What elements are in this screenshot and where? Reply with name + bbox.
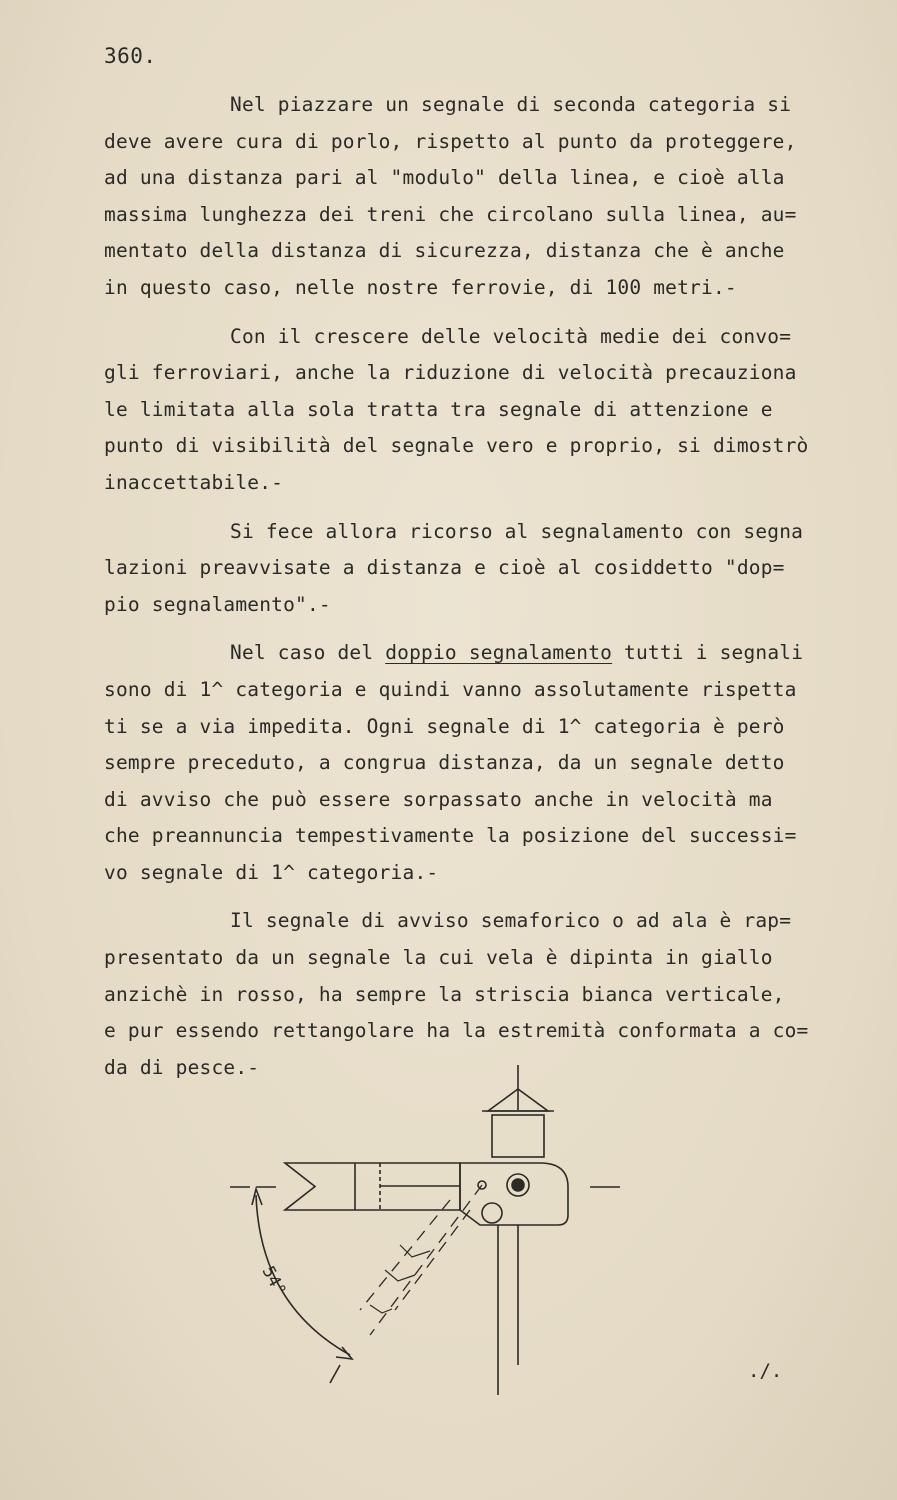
underlined-term: doppio segnalamento (385, 641, 613, 665)
dimension-tick (330, 1365, 340, 1383)
text-line: punto di visibilità del segnale vero e proprio, si dimostrò (104, 434, 809, 458)
lamp-housing (492, 1115, 544, 1157)
text-line: vo segnale di 1^ categoria.- (104, 860, 439, 884)
paragraph-4 (104, 635, 849, 891)
text-line: Con il crescere delle velocità medie dei convo= (230, 324, 792, 348)
text-line: le limitata alla sola tratta tra segnale di attenzione e (104, 397, 773, 421)
text-line: Nel piazzare un segnale di seconda categoria si (230, 93, 792, 116)
pivot-inner (512, 1179, 524, 1191)
text-line: ti se a via impedita. Ogni segnale di 1^ categoria è però (104, 714, 785, 738)
continuation-mark: ./. (748, 1360, 783, 1382)
text-line: che preannuncia tempestivamente la posizione del successi= (104, 824, 797, 848)
lowered-arm-edge (395, 1210, 470, 1310)
text-fragment: tutti i segnali (612, 641, 804, 665)
lens (482, 1203, 502, 1223)
lowered-arm-fishtail (370, 1305, 392, 1313)
text-line: sono di 1^ categoria e quindi vanno assolutamente rispetta (104, 677, 797, 701)
text-line: Si fece allora ricorso al segnalamento con segna (230, 519, 804, 543)
text-line: massima lunghezza dei treni che circolano sulla linea, au= (104, 202, 797, 226)
text-line: da di pesce.- (104, 1055, 260, 1079)
paragraph-5 (104, 903, 849, 1086)
text-line: di avviso che può essere sorpassato anche in velocità ma (104, 787, 773, 811)
semaphore-signal-diagram (220, 1065, 640, 1395)
lowered-arm-edge (370, 1185, 482, 1335)
text-line: mentato della distanza di sicurezza, distanza che è anche (104, 239, 785, 263)
text-line: pio segnalamento".- (104, 592, 331, 616)
text-line: deve avere cura di porlo, rispetto al punto da proteggere, (104, 129, 797, 153)
paragraph-3 (104, 514, 849, 624)
paragraph-2 (104, 319, 849, 502)
text-line: anzichè in rosso, ha sempre la striscia bianca verticale, (104, 982, 785, 1006)
text-line: presentato da un segnale la cui vela è dipinta in giallo (104, 946, 773, 970)
text-line: inaccettabile.- (104, 470, 284, 494)
spectacle-plate (460, 1163, 568, 1225)
text-line: gli ferroviari, anche la riduzione di velocità precauziona (104, 361, 797, 385)
text-line: sempre preceduto, a congrua distanza, da un segnale detto (104, 751, 785, 775)
text-line: in questo caso, nelle nostre ferrovie, di 100 metri.- (104, 275, 737, 299)
text-line: e pur essendo rettangolare ha la estremità conformata a co= (104, 1019, 809, 1043)
text-fragment: Nel caso del (230, 641, 386, 665)
body-text (104, 87, 849, 1098)
paragraph-1 (104, 87, 849, 307)
lowered-arm-fishtail (385, 1270, 415, 1281)
text-line-with-underline (104, 635, 849, 672)
lowered-arm-edge (360, 1200, 450, 1310)
angle-label: 54° (257, 1262, 290, 1300)
text-line: ad una distanza pari al "modulo" della linea, e cioè alla (104, 166, 785, 190)
text-line: lazioni preavvisate a distanza e cioè al cosiddetto "dop= (104, 556, 785, 580)
page-number: 360. (104, 44, 157, 68)
text-line: Il segnale di avviso semaforico o ad ala è rap= (230, 909, 792, 933)
